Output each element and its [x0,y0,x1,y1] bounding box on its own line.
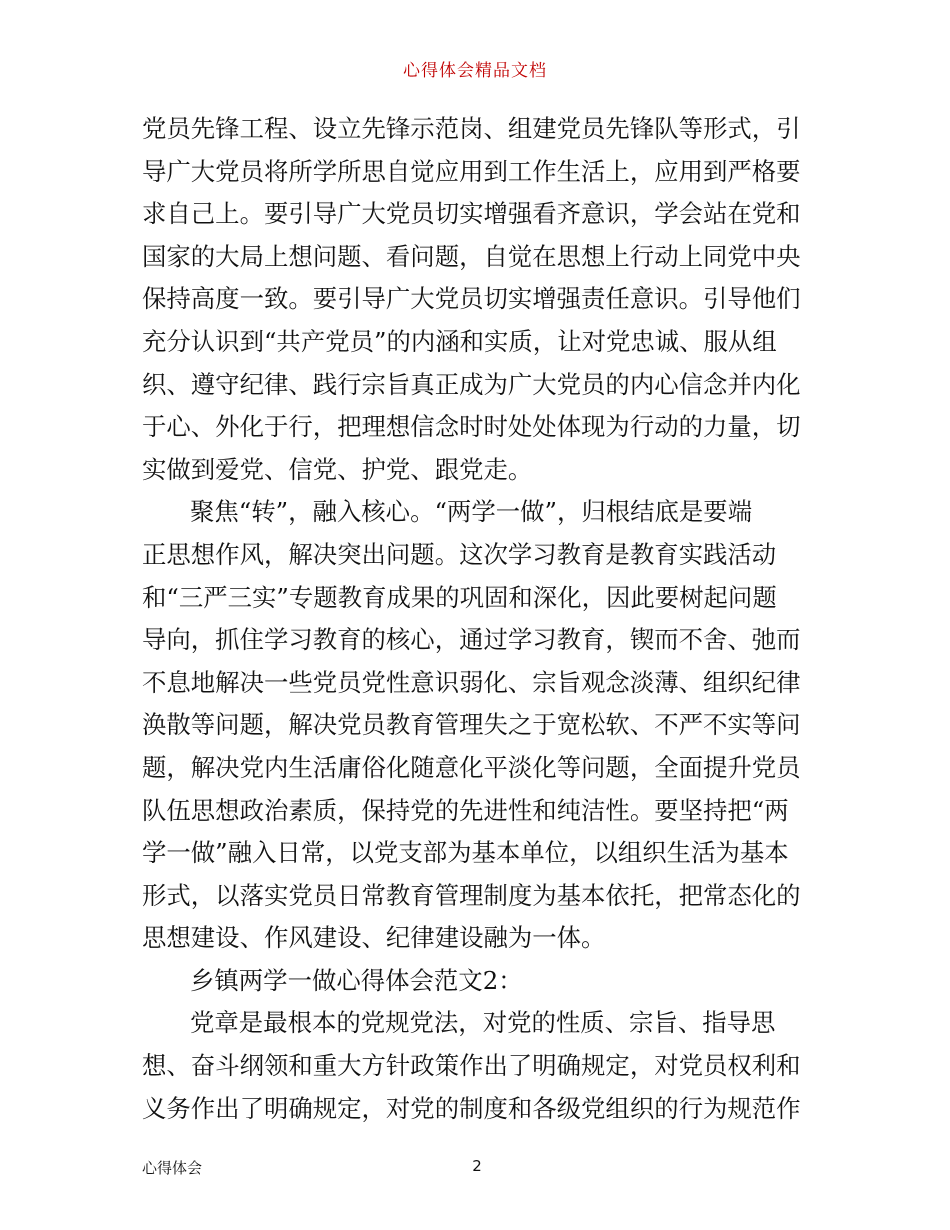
body-line: 学一做”融入日常，以党支部为基本单位，以组织生活为基本 [142,838,789,868]
body-line: 求自己上。要引导广大党员切实增强看齐意识，学会站在党和 [142,199,801,229]
body-line: 导向，抓住学习教育的核心，通过学习教育，锲而不舍、弛而 [142,625,801,655]
body-line: 队伍思想政治素质，保持党的先进性和纯洁性。要坚持把“两 [142,795,789,825]
body-line: 思想建设、作风建设、纪律建设融为一体。 [142,923,606,953]
section-heading: 乡镇两学一做心得体会范文2： [190,965,523,995]
body-line: 于心、外化于行，把理想信念时时处处体现为行动的力量，切 [142,412,801,442]
body-line: 正思想作风，解决突出问题。这次学习教育是教育实践活动 [142,539,777,569]
paragraph-start-line: 聚焦“转”，融入核心。“两学一做”，归根结底是要端 [190,497,753,527]
body-line: 国家的大局上想问题、看问题，自觉在思想上行动上同党中央 [142,241,801,271]
body-line: 题，解决党内生活庸俗化随意化平淡化等问题，全面提升党员 [142,752,801,782]
document-body [142,108,814,1130]
body-line: 导广大党员将所学所思自觉应用到工作生活上，应用到严格要 [142,156,801,186]
page-number: 2 [472,1157,482,1175]
body-line: 实做到爱党、信党、护党、跟党走。 [142,454,533,484]
document-header-title: 心得体会精品文档 [403,61,547,81]
body-line: 和“三严三实”专题教育成果的巩固和深化，因此要树起问题 [142,582,777,612]
body-line: 不息地解决一些党员党性意识弱化、宗旨观念淡薄、组织纪律 [142,667,801,697]
paragraph-start-line: 党章是最根本的党规党法，对党的性质、宗旨、指导思 [190,1008,776,1038]
body-line: 形式，以落实党员日常教育管理制度为基本依托，把常态化的 [142,880,801,910]
body-line: 织、遵守纪律、践行宗旨真正成为广大党员的内心信念并内化 [142,369,801,399]
body-line: 党员先锋工程、设立先锋示范岗、组建党员先锋队等形式，引 [142,114,801,143]
footer-label: 心得体会 [142,1159,203,1177]
body-line: 充分认识到“共产党员”的内涵和实质，让对党忠诚、服从组 [142,326,777,356]
body-line: 义务作出了明确规定，对党的制度和各级党组织的行为规范作 [142,1093,801,1123]
body-line: 想、奋斗纲领和重大方针政策作出了明确规定，对党员权利和 [142,1051,801,1081]
body-line: 涣散等问题，解决党员教育管理失之于宽松软、不严不实等问 [142,710,801,740]
body-line: 保持高度一致。要引导广大党员切实增强责任意识。引导他们 [142,284,801,314]
